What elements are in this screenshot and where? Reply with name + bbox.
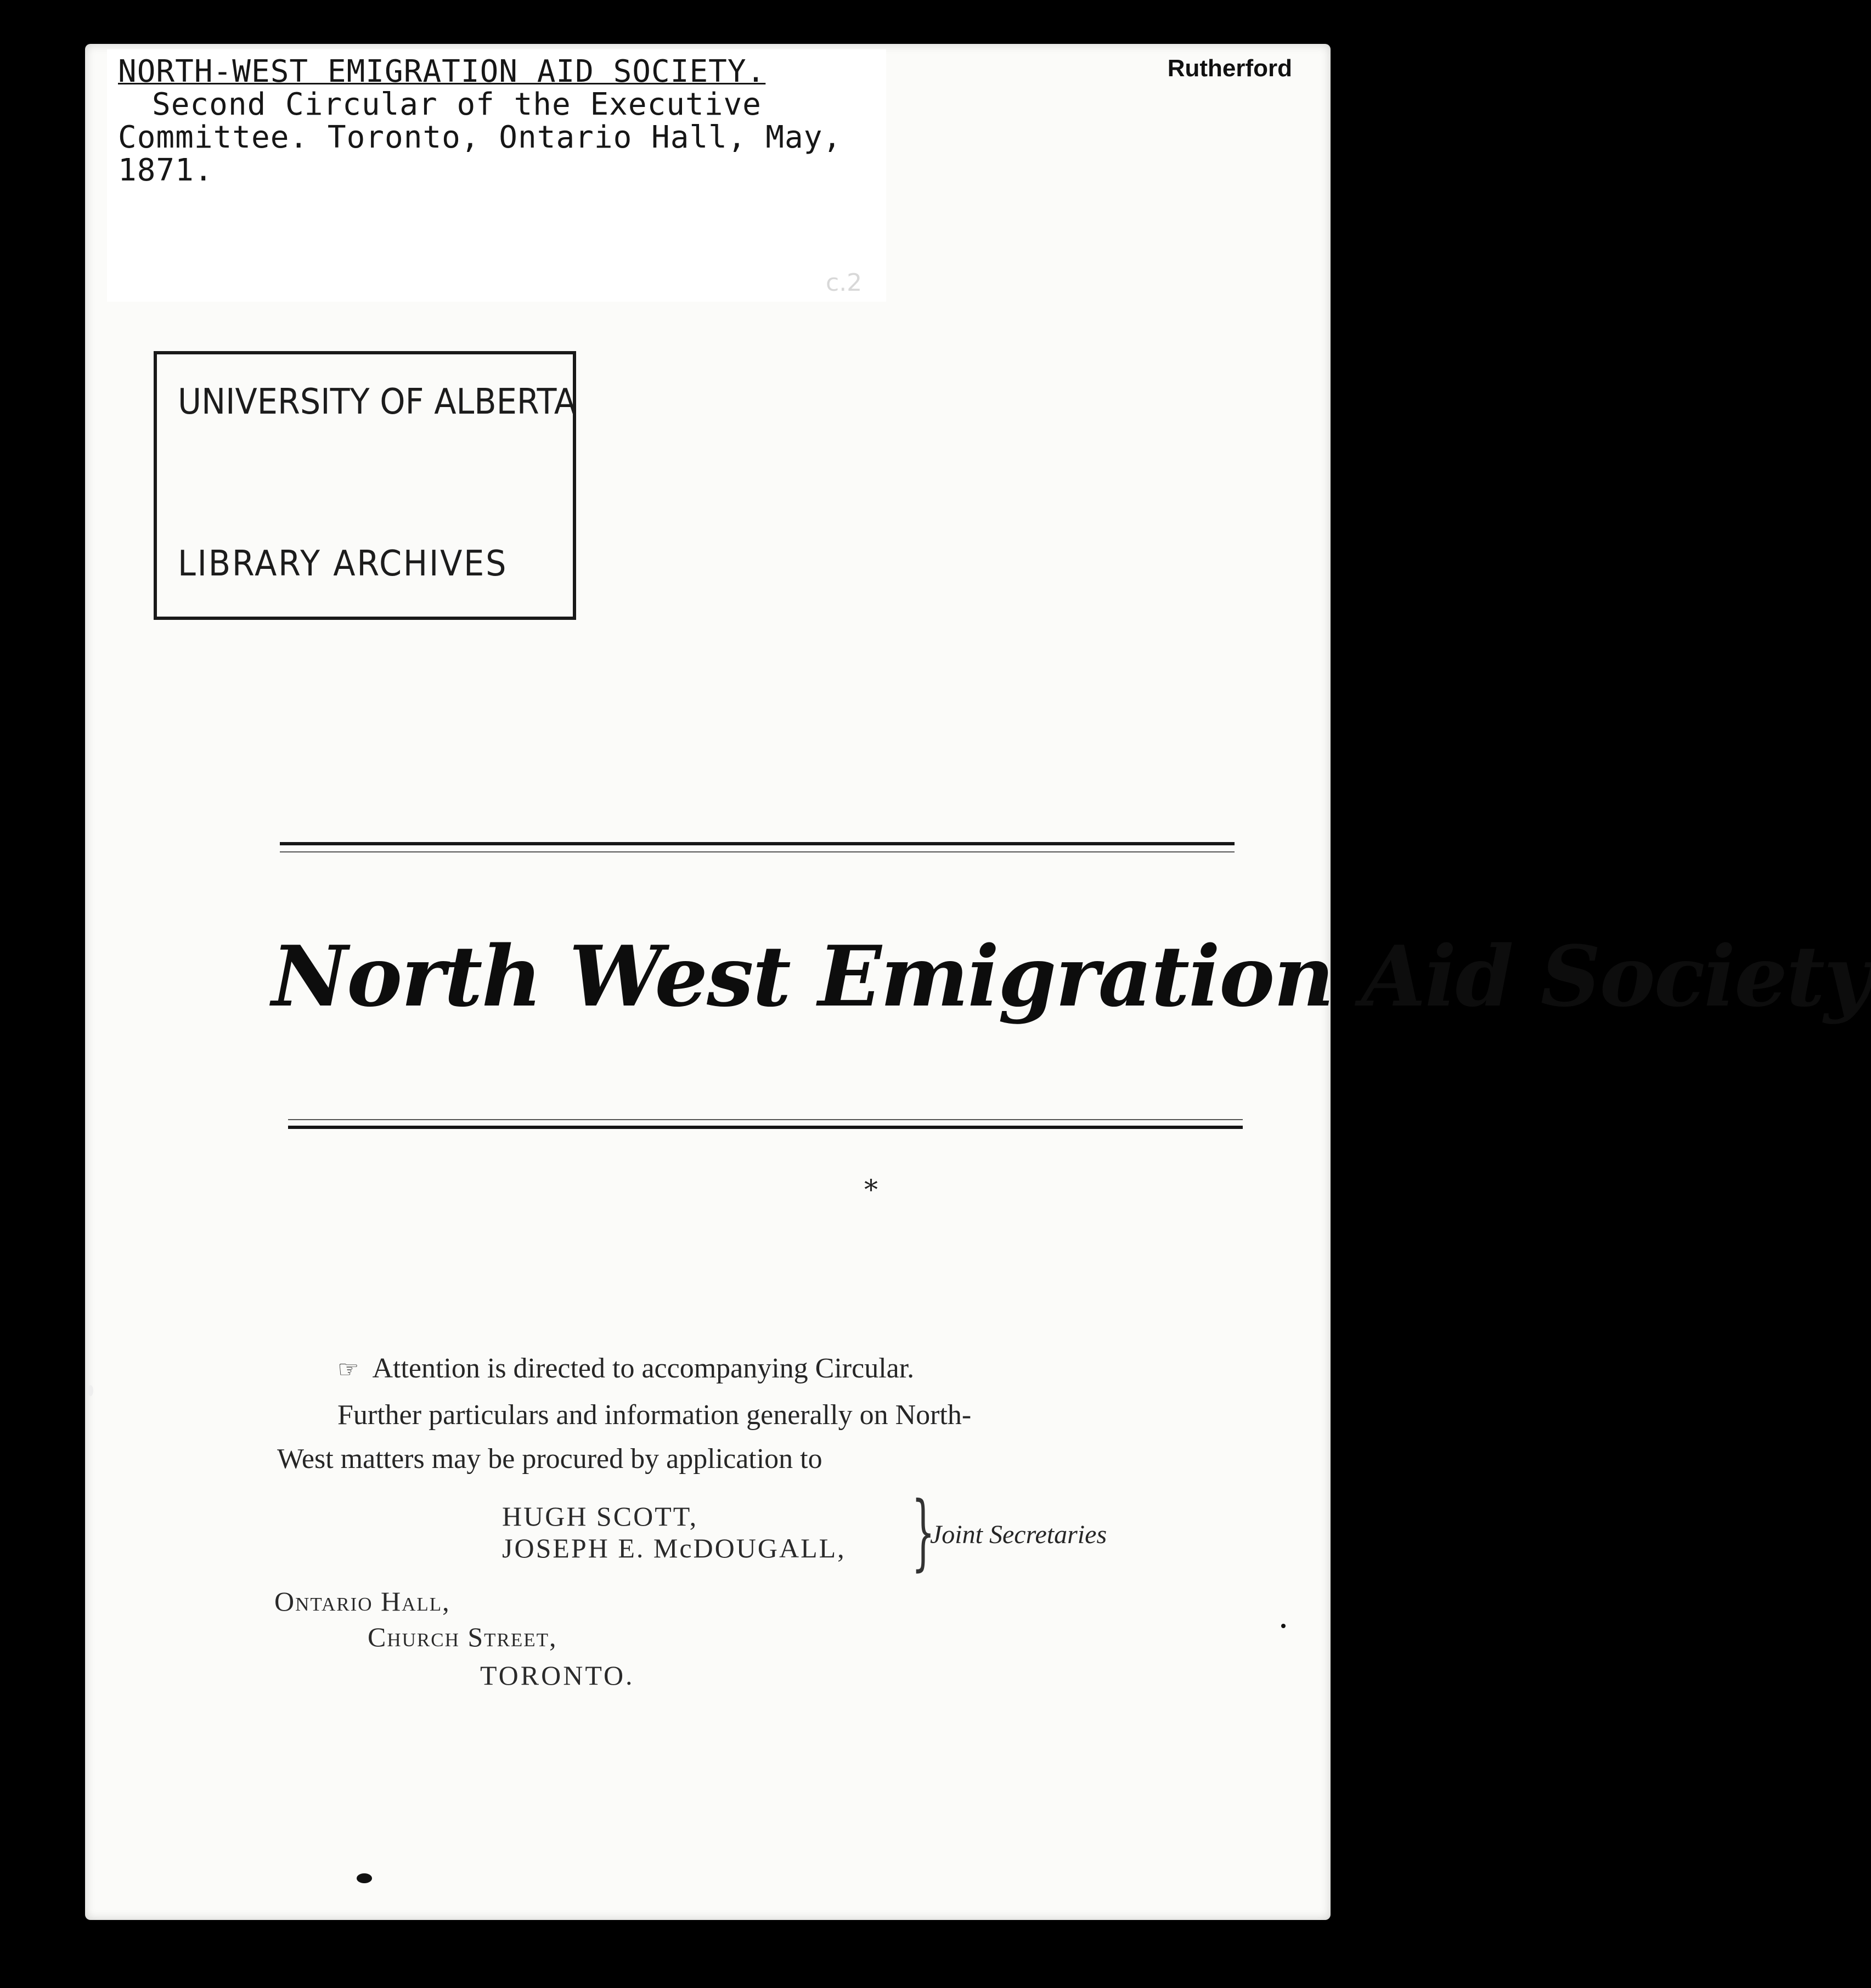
- secretary-role: Joint Secretaries: [930, 1520, 1107, 1549]
- bottom-rule: [288, 1126, 1243, 1129]
- notice-line: West matters may be procured by application to: [277, 1443, 822, 1475]
- pointing-hand-icon: ☞: [337, 1356, 359, 1383]
- address-line: TORONTO.: [480, 1660, 635, 1691]
- top-rule-thin: [280, 851, 1235, 852]
- ink-speck: [1281, 1624, 1286, 1628]
- secretary-names: [502, 1500, 846, 1564]
- collection-label: Rutherford: [1167, 55, 1292, 82]
- stamp-line: LIBRARY ARCHIVES: [178, 544, 508, 584]
- catalog-line: Committee. Toronto, Ontario Hall, May,: [118, 120, 842, 155]
- catalog-title: NORTH-WEST EMIGRATION AID SOCIETY.: [118, 54, 766, 89]
- address-line: Ontario Hall,: [274, 1586, 450, 1617]
- ink-speck: [357, 1873, 372, 1883]
- archive-stamp: [154, 351, 576, 620]
- scan-edge-mark: [88, 1385, 93, 1396]
- address-line: Church Street,: [368, 1622, 557, 1652]
- bottom-rule-thin: [288, 1119, 1243, 1120]
- notice-line: [337, 1352, 914, 1385]
- catalog-line: 1871.: [118, 153, 213, 188]
- stamp-line: UNIVERSITY OF ALBERTA: [178, 382, 577, 422]
- notice-line: Further particulars and information generally on North-: [337, 1399, 972, 1431]
- brace: }: [911, 1484, 936, 1580]
- notice-text: Attention is directed to accompanying Circular.: [372, 1353, 915, 1384]
- headline: North West Emigration Aid Society: [272, 927, 1871, 1025]
- top-rule: [280, 842, 1235, 845]
- ornament-asterisk: *: [864, 1174, 878, 1206]
- catalog-line: Second Circular of the Executive: [152, 87, 762, 122]
- secretary-name: HUGH SCOTT,: [502, 1501, 698, 1532]
- document-page: [85, 44, 1871, 1920]
- secretary-name: JOSEPH E. McDOUGALL,: [502, 1533, 846, 1563]
- catalog-card: [107, 49, 886, 302]
- copy-mark: c.2: [826, 269, 863, 297]
